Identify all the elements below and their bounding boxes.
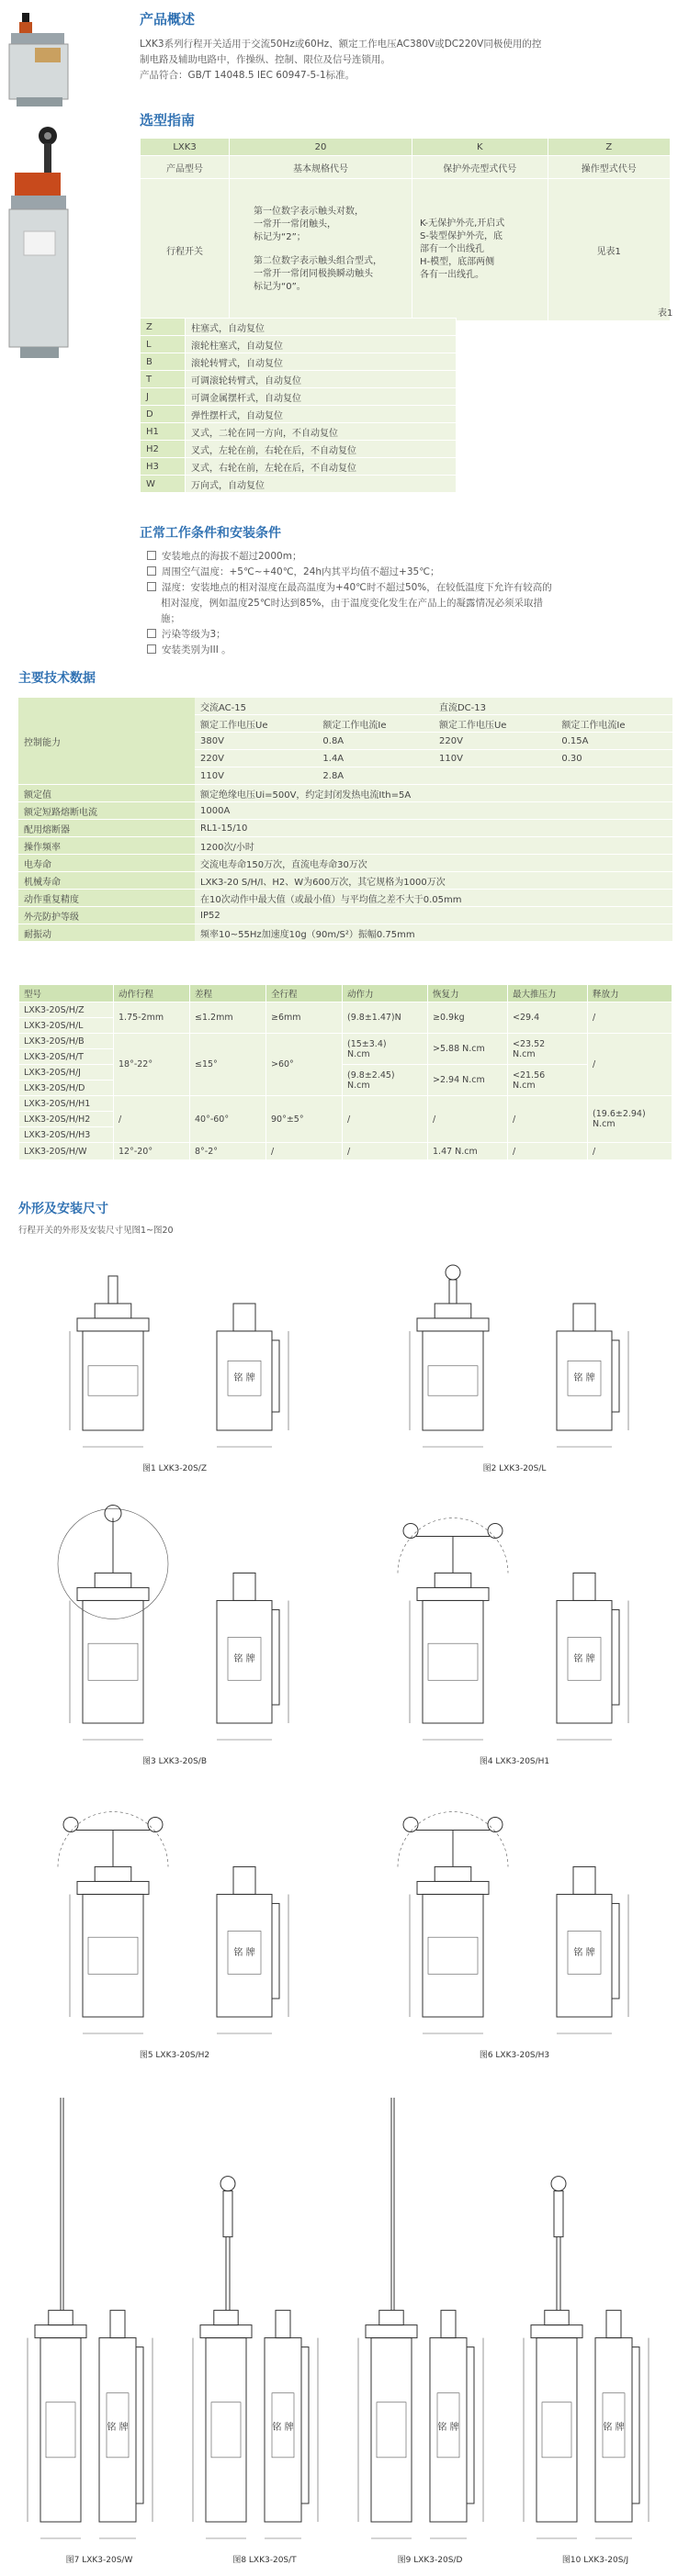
spec-value: 交流电寿命150万次，直流电寿命30万次 bbox=[195, 855, 672, 872]
op-type-desc: 可调滚轮转臂式，自动复位 bbox=[186, 371, 457, 388]
op-type-row bbox=[141, 336, 457, 353]
figure-caption: 图5 LXK3-20S/H2 bbox=[139, 2051, 210, 2060]
checkbox-icon bbox=[147, 551, 156, 560]
spec-row bbox=[18, 785, 672, 802]
op-type-row bbox=[141, 406, 457, 423]
op-type-desc: 弹性摆杆式，自动复位 bbox=[186, 406, 457, 423]
spec-value: 额定绝缘电压Ui=500V，约定封闭发热电流Ith=5A bbox=[195, 785, 672, 802]
figure-caption: 图3 LXK3-20S/B bbox=[141, 1757, 208, 1766]
dims-title: 外形及安装尺寸 bbox=[18, 1202, 108, 1216]
spec-key: 额定值 bbox=[18, 785, 195, 802]
condition-item: 安装地点的海拔不超过2000m； bbox=[147, 549, 680, 565]
spec-value: IP52 bbox=[195, 907, 672, 924]
op-type-code: B bbox=[141, 353, 186, 371]
spec-row bbox=[18, 855, 672, 872]
control-capacity-table: 控制能力 交流AC-15 直流DC-13 额定工作电压Ue 额定工作电流Ie 额定工作电压Ue 额定工作电流Ie 380V 0.8A 220V 0.15A 220V 1.4A 110V 0.30 110V 2.8A 额定值 额定绝缘电压Ui=500V，约定封闭发热电流Ith=5A 额定短路熔断电流 1000A 配用熔断器 RL1-15/10 操作频率 1200次/小时 电寿命 交流电寿命150万次，直流电寿命30万次 机械寿命 LXK3-20 S/H/Ⅰ、H2、W为600万次，其它规格为1000万次 动作重复精度 在10次动作中最大值（或最小值）与平均值之差不大于0.05mm 外壳防护等级 IP52 耐振动 频率10~55Hz加速度10g（90m/S²）振幅0.75mm bbox=[18, 698, 672, 942]
spec-key: 配用熔断器 bbox=[18, 820, 195, 837]
op-type-desc: 滚轮柱塞式，自动复位 bbox=[186, 336, 457, 353]
nameplate-label: 铭 牌 bbox=[107, 2422, 129, 2433]
op-type-desc: 柱塞式，自动复位 bbox=[186, 319, 457, 336]
nameplate-label: 铭 牌 bbox=[233, 1372, 255, 1383]
nameplate-label: 铭 牌 bbox=[272, 2422, 294, 2433]
figure-caption: 图2 LXK3-20S/L bbox=[482, 1464, 547, 1473]
switch-photo-plunger bbox=[9, 13, 68, 106]
product-photos bbox=[7, 7, 81, 393]
spec-key: 外壳防护等级 bbox=[18, 907, 195, 924]
figure-caption: 图10 LXK3-20S/J bbox=[561, 2556, 629, 2565]
op-type-code: D bbox=[141, 406, 186, 423]
op-type-row bbox=[141, 319, 457, 336]
spec-row bbox=[18, 837, 672, 855]
spec-value: RL1-15/10 bbox=[195, 820, 672, 837]
figure-caption: 图4 LXK3-20S/H1 bbox=[479, 1757, 550, 1766]
condition-item: 安装类别为III 。 bbox=[147, 643, 680, 658]
dimension-drawing bbox=[358, 1786, 671, 2061]
spec-value: 频率10~55Hz加速度10g（90m/S²）振幅0.75mm bbox=[195, 924, 672, 942]
spec-key: 耐振动 bbox=[18, 924, 195, 942]
op-type-row bbox=[141, 388, 457, 406]
nameplate-label: 铭 牌 bbox=[573, 1654, 595, 1665]
condition-item: 湿度：安装地点的相对湿度在最高温度为+40℃时不超过50%，在较低温度下允许有较高的 bbox=[147, 580, 680, 596]
dimension-drawing bbox=[358, 1492, 671, 1767]
dimension-drawing bbox=[18, 1492, 331, 1767]
dimension-drawing bbox=[358, 1239, 671, 1474]
spec-row bbox=[18, 802, 672, 820]
overview-text: LXK3系列行程开关适用于交流50Hz或60Hz、额定工作电压AC380V或DC220V同极使用的控 制电路及辅助电路中，作操纵、控制、限位及信号连锁用。 产品符合：GB/T 14048.5 IEC 60947-5-1标准。 bbox=[140, 39, 542, 81]
dimension-drawing bbox=[349, 2079, 511, 2566]
condition-item: 污染等级为3； bbox=[147, 627, 680, 643]
spec-key: 电寿命 bbox=[18, 855, 195, 872]
dimension-drawing bbox=[514, 2079, 676, 2566]
nameplate-label: 铭 牌 bbox=[603, 2422, 625, 2433]
op-type-row bbox=[141, 371, 457, 388]
op-type-code: H3 bbox=[141, 458, 186, 476]
spec-row bbox=[18, 890, 672, 907]
op-type-desc: 滚轮转臂式，自动复位 bbox=[186, 353, 457, 371]
dimension-drawing bbox=[18, 1239, 331, 1474]
nameplate-label: 铭 牌 bbox=[573, 1372, 595, 1383]
spec-value: 1000A bbox=[195, 802, 672, 820]
op-type-row bbox=[141, 423, 457, 441]
conditions-list: 安装地点的海拔不超过2000m； 周围空气温度：+5℃~+40℃，24h内其平均值不超过+35℃； 湿度：安装地点的相对湿度在最高温度为+40℃时不超过50%，在较低温度下允许有较高的 相对湿度，例如温度25℃时达到85%，由于温度变化发生在产品上的凝露情况必须采取措 施； 污染等级为3； 安装类别为III 。 bbox=[147, 549, 680, 658]
figure-caption: 图9 LXK3-20S/D bbox=[397, 2556, 463, 2565]
spec-row bbox=[18, 820, 672, 837]
op-type-code: L bbox=[141, 336, 186, 353]
condition-item: 周围空气温度：+5℃~+40℃，24h内其平均值不超过+35℃； bbox=[147, 565, 680, 580]
selection-table: LXK3 20 K Z 产品型号 基本规格代号 保护外壳型式代号 操作型式代号 行程开关 第一位数字表示触头对数， 一常开一常闭触头， 标记为“2”； 第二位数字表示触头组合型式， 一常开一常闭同极换瞬动触头 标记为“0”。 K-无保护外壳,开启式 S-装型保护外壳，底 部有一个出线孔 H-模型，底部两侧 各有一出线孔。 见表1 bbox=[140, 138, 671, 321]
spec-key: 额定短路熔断电流 bbox=[18, 802, 195, 820]
checkbox-icon bbox=[147, 644, 156, 654]
figure-caption: 图8 LXK3-20S/T bbox=[232, 2556, 297, 2565]
switch-photo-roller-lever bbox=[9, 127, 68, 358]
dims-subtitle: 行程开关的外形及安装尺寸见图1~图20 bbox=[18, 1226, 174, 1236]
op-type-code: H1 bbox=[141, 423, 186, 441]
figure-caption: 图6 LXK3-20S/H3 bbox=[479, 2051, 550, 2060]
nameplate-label: 铭 牌 bbox=[437, 2422, 459, 2433]
checkbox-icon bbox=[147, 566, 156, 576]
conditions-title: 正常工作条件和安装条件 bbox=[140, 526, 281, 541]
checkbox-icon bbox=[147, 582, 156, 591]
figure-caption: 图1 LXK3-20S/Z bbox=[141, 1464, 208, 1473]
op-types-table bbox=[140, 318, 457, 493]
dimension-drawing bbox=[184, 2079, 345, 2566]
op-type-row bbox=[141, 353, 457, 371]
op-type-row bbox=[141, 441, 457, 458]
spec-row bbox=[18, 907, 672, 924]
op-type-desc: 叉式，左轮在前，右轮在后，不自动复位 bbox=[186, 441, 457, 458]
op-type-row bbox=[141, 476, 457, 493]
op-type-desc: 叉式，二轮在同一方向，不自动复位 bbox=[186, 423, 457, 441]
spec-row bbox=[18, 924, 672, 942]
nameplate-label: 铭 牌 bbox=[233, 1654, 255, 1665]
op-type-code: J bbox=[141, 388, 186, 406]
overview-title: 产品概述 bbox=[140, 11, 196, 28]
nameplate-label: 铭 牌 bbox=[233, 1948, 255, 1959]
op-type-desc: 叉式，右轮在前，左轮在后，不自动复位 bbox=[186, 458, 457, 476]
op-type-code: W bbox=[141, 476, 186, 493]
op-type-code: Z bbox=[141, 319, 186, 336]
spec-key: 动作重复精度 bbox=[18, 890, 195, 907]
travel-table: 型号 动作行程 差程 全行程 动作力 恢复力 最大推压力 释放力 LXK3-20S/H/Z 1.75-2mm ≤1.2mm ≥6mm (9.8±1.47)N ≥0.9kg <29.4 / LXK3-20S/H/L LXK3-20S/H/B 18°-22° ≤15° >60° (15±3.4) N.cm >5.88 N.cm <23.52 N.cm / LXK3-20S/H/T LXK3-20S/H/J (9.8±2.45) N.cm >2.94 N.cm <21.56 N.cm LXK3-20S/H/D LXK3-20S/H/H1 / 40°-60° 90°±5° / / / (19.6±2.94) N.cm LXK3-20S/H/H2 LXK3-20S/H/H3 LXK3-20S/H/W 12°-20° 8°-2° / / 1.47 N.cm / / bbox=[18, 984, 672, 1160]
spec-key: 机械寿命 bbox=[18, 872, 195, 890]
spec-value: 在10次动作中最大值（或最小值）与平均值之差不大于0.05mm bbox=[195, 890, 672, 907]
spec-row bbox=[18, 872, 672, 890]
dimension-drawing bbox=[18, 1786, 331, 2061]
dimension-drawing bbox=[18, 2079, 180, 2566]
selection-title: 选型指南 bbox=[140, 112, 196, 129]
nameplate-label: 铭 牌 bbox=[573, 1948, 595, 1959]
spec-value: 1200次/小时 bbox=[195, 837, 672, 855]
op-type-desc: 万向式，自动复位 bbox=[186, 476, 457, 493]
op-type-desc: 可调金属摆杆式，自动复位 bbox=[186, 388, 457, 406]
specs-title: 主要技术数据 bbox=[18, 671, 96, 686]
op-type-row bbox=[141, 458, 457, 476]
op-type-code: H2 bbox=[141, 441, 186, 458]
checkbox-icon bbox=[147, 629, 156, 638]
spec-value: LXK3-20 S/H/Ⅰ、H2、W为600万次，其它规格为1000万次 bbox=[195, 872, 672, 890]
figure-caption: 图7 LXK3-20S/W bbox=[65, 2556, 133, 2565]
table-ref: 表1 bbox=[658, 308, 673, 319]
op-type-code: T bbox=[141, 371, 186, 388]
spec-key: 操作频率 bbox=[18, 837, 195, 855]
